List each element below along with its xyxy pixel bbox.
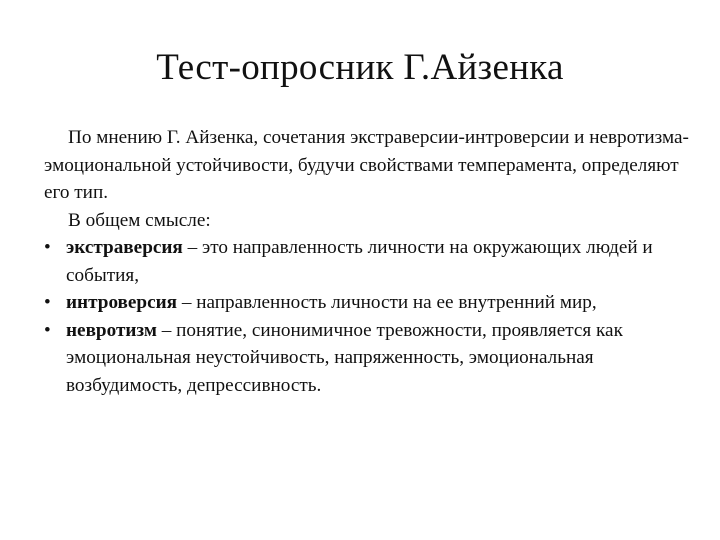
bullet-item-extraversion — [44, 234, 694, 289]
bullet-description: – направленность личности на ее внутренний мир, — [177, 292, 597, 313]
bullet-description: – понятие, синонимичное тревожности, проявляется как эмоциональная неустойчивость, напряженность, эмоциональная возбудимость, депрессивность. — [66, 319, 623, 396]
bullet-item-neuroticism — [44, 317, 694, 400]
bullet-term: невротизм — [66, 319, 157, 341]
bullet-mark: • — [44, 237, 51, 258]
bullet-mark: • — [44, 319, 51, 341]
bullet-mark: • — [44, 292, 51, 313]
slide-body — [44, 124, 694, 399]
bullet-term: интроверсия — [66, 292, 178, 313]
intro-paragraph: По мнению Г. Айзенка, сочетания экстраверсии-интроверсии и невротизма-эмоциональной устойчивости, будучи свойствами темперамента, определяют его тип. — [44, 127, 689, 203]
general-sense-paragraph: В общем смысле: — [68, 209, 211, 231]
bullet-text — [66, 234, 694, 289]
bullet-text — [66, 317, 694, 400]
slide-title: Тест-опросник Г.Айзенка — [156, 47, 564, 88]
bullet-text — [66, 289, 694, 317]
bullet-term: экстраверсия — [66, 237, 183, 258]
bullet-item-introversion — [44, 289, 694, 317]
bullet-description: – это направленность личности на окружающих людей и события, — [66, 237, 653, 286]
